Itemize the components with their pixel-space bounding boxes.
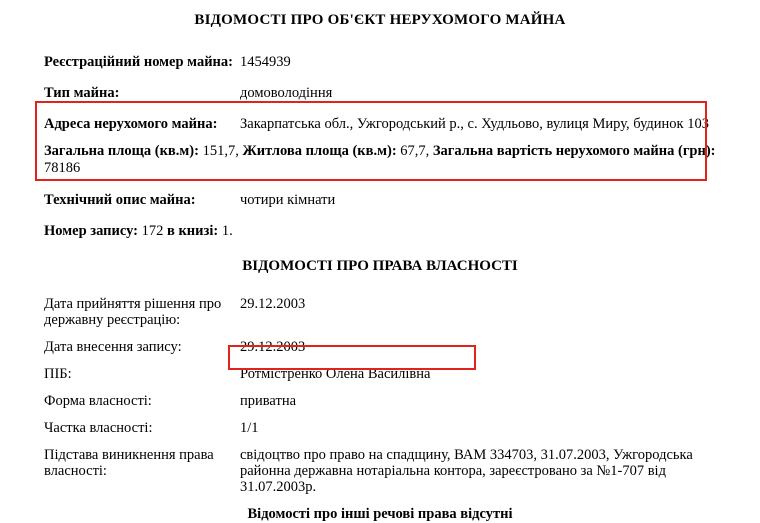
property-living-area-label: Житлова площа (кв.м): (242, 143, 397, 159)
property-book-value: 1. (221, 223, 233, 239)
ownership-share-value: 1/1 (240, 420, 259, 436)
property-book-label: в книзі: (166, 223, 219, 239)
ownership-basis-value: свідоцтво про право на спадщину, ВАМ 334703, 31.07.2003, Ужгородська районна державна нотаріальна контора, зареєстровано за №1-707 від 31.07.2003р. (240, 447, 693, 495)
property-type-row (0, 85, 760, 101)
ownership-share-label: Частка власності: (44, 420, 153, 436)
property-tech-desc-label: Технічний опис майна: (44, 192, 196, 208)
property-record-row (0, 223, 760, 240)
property-value-value: 78186 (44, 160, 81, 176)
property-reg-number-value: 1454939 (240, 54, 291, 70)
property-total-area-label: Загальна площа (кв.м): (44, 143, 199, 159)
ownership-basis-label: Підстава виникнення права власності: (44, 447, 214, 479)
property-area-row (0, 143, 760, 177)
property-type-value: домоволодіння (240, 85, 333, 101)
ownership-decision-date-label: Дата прийняття рішення про державну реєстрацію: (44, 296, 222, 328)
property-details-list (0, 39, 760, 240)
property-reg-number-label: Реєстраційний номер майна: (44, 54, 233, 70)
ownership-owner-value: Ротмістренко Олена Василівна (240, 366, 431, 382)
ownership-form-value: приватна (240, 393, 297, 409)
ownership-share-row (0, 420, 760, 436)
property-address-row (0, 116, 760, 132)
property-reg-number-row (0, 54, 760, 70)
ownership-details-list (0, 285, 760, 495)
property-tech-desc-value: чотири кімнати (240, 192, 336, 208)
ownership-section-title: ВІДОМОСТІ ПРО ПРАВА ВЛАСНОСТІ (242, 258, 518, 274)
ownership-decision-date-row (0, 296, 760, 328)
ownership-record-date-row (0, 339, 760, 355)
ownership-form-label: Форма власності: (44, 393, 152, 409)
ownership-record-date-label: Дата внесення запису: (44, 339, 182, 355)
other-rights-note: Відомості про інші речові права відсутні (247, 506, 513, 522)
page-title: ВІДОМОСТІ ПРО ОБ'ЄКТ НЕРУХОМОГО МАЙНА (194, 12, 566, 28)
property-record-label: Номер запису: (44, 223, 138, 239)
property-living-area-value: 67,7, (400, 143, 430, 159)
ownership-owner-label: ПІБ: (44, 366, 72, 382)
ownership-basis-row (0, 447, 760, 495)
property-address-value: Закарпатська обл., Ужгородський р., с. Худльово, вулиця Миру, будинок 103 (240, 116, 709, 132)
property-type-label: Тип майна: (44, 85, 120, 101)
property-total-area-value: 151,7, (202, 143, 239, 159)
property-value-label: Загальна вартість нерухомого майна (грн): (432, 143, 716, 159)
ownership-decision-date-value: 29.12.2003 (240, 296, 306, 312)
ownership-record-date-value: 29.12.2003 (240, 339, 306, 355)
property-tech-desc-row (0, 192, 760, 208)
property-address-label: Адреса нерухомого майна: (44, 116, 218, 132)
ownership-owner-row (0, 366, 760, 382)
property-record-value: 172 (141, 223, 164, 239)
ownership-form-row (0, 393, 760, 409)
